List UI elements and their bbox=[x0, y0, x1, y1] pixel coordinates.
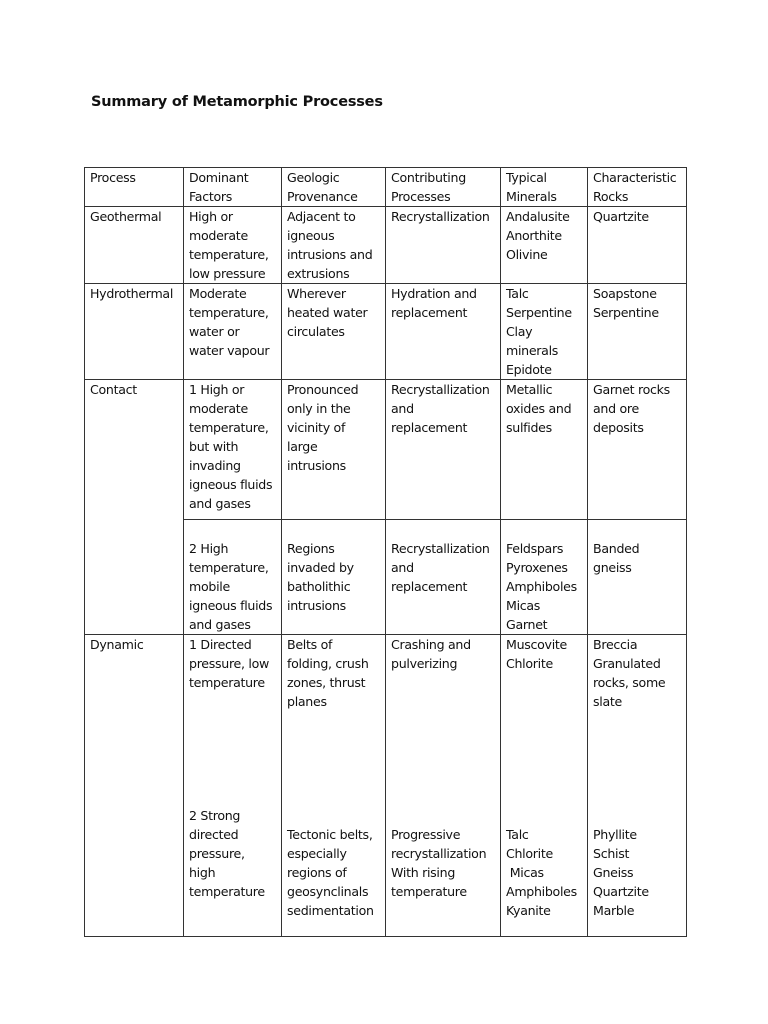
rocks-cell bbox=[588, 380, 687, 520]
cell-line: pulverizing bbox=[391, 656, 458, 671]
cell-line: Provenance bbox=[287, 189, 358, 204]
cell-line: Anorthite bbox=[506, 228, 562, 243]
provenance-cell bbox=[282, 520, 386, 635]
process-cell bbox=[85, 207, 184, 284]
cell-line: moderate bbox=[189, 228, 248, 243]
provenance-cell bbox=[282, 635, 386, 937]
cell-line: Andalusite bbox=[506, 209, 570, 224]
cell-line: Process bbox=[90, 170, 136, 185]
cell-line: Pronounced bbox=[287, 382, 359, 397]
contributing-cell bbox=[386, 284, 501, 380]
cell-line: Geologic bbox=[287, 170, 340, 185]
cell-line: Micas bbox=[506, 865, 544, 880]
table-row bbox=[85, 284, 687, 380]
factors-cell bbox=[184, 380, 282, 520]
header-cell bbox=[184, 168, 282, 207]
cell-line: Processes bbox=[391, 189, 451, 204]
cell-line: Moderate bbox=[189, 286, 247, 301]
cell-line: replacement bbox=[391, 420, 468, 435]
header-row bbox=[85, 168, 687, 207]
process-cell bbox=[85, 284, 184, 380]
table-row bbox=[85, 520, 687, 635]
contributing-cell bbox=[386, 380, 501, 520]
cell-line: Kyanite bbox=[506, 903, 551, 918]
cell-line: oxides and bbox=[506, 401, 572, 416]
cell-line: Breccia bbox=[593, 637, 638, 652]
cell-line: Minerals bbox=[506, 189, 557, 204]
cell-line: Phyllite bbox=[593, 827, 637, 842]
cell-line: intrusions and bbox=[287, 247, 373, 262]
process-cell bbox=[85, 520, 184, 635]
cell-line: Quartzite bbox=[593, 209, 649, 224]
cell-line: slate bbox=[593, 694, 622, 709]
cell-line: water vapour bbox=[189, 343, 270, 358]
header-cell bbox=[501, 168, 588, 207]
table-row bbox=[85, 207, 687, 284]
cell-line: water or bbox=[189, 324, 240, 339]
provenance-cell bbox=[282, 207, 386, 284]
cell-line: temperature, bbox=[189, 420, 269, 435]
table-row bbox=[85, 635, 687, 937]
cell-line: Clay bbox=[506, 324, 533, 339]
cell-line: Talc bbox=[506, 827, 529, 842]
cell-line: invading bbox=[189, 458, 241, 473]
cell-line: Belts of bbox=[287, 637, 333, 652]
cell-line: Amphiboles bbox=[506, 579, 577, 594]
cell-line: high bbox=[189, 865, 216, 880]
cell-line: Geothermal bbox=[90, 209, 162, 224]
cell-line: pressure, bbox=[189, 846, 245, 861]
process-cell bbox=[85, 635, 184, 937]
cell-line: especially bbox=[287, 846, 347, 861]
cell-line: temperature bbox=[391, 884, 467, 899]
cell-line: Feldspars bbox=[506, 541, 564, 556]
cell-line: Granulated bbox=[593, 656, 661, 671]
cell-line: Epidote bbox=[506, 362, 552, 377]
cell-line: Tectonic belts, bbox=[287, 827, 373, 842]
cell-line: Amphiboles bbox=[506, 884, 577, 899]
factors-cell bbox=[184, 207, 282, 284]
cell-line: and gases bbox=[189, 617, 251, 632]
cell-line: replacement bbox=[391, 305, 468, 320]
cell-line: temperature bbox=[189, 675, 265, 690]
cell-line: geosynclinals bbox=[287, 884, 369, 899]
cell-line: Dominant bbox=[189, 170, 249, 185]
cell-line: low pressure bbox=[189, 266, 266, 281]
contributing-cell bbox=[386, 520, 501, 635]
cell-line: deposits bbox=[593, 420, 644, 435]
cell-line: pressure, low bbox=[189, 656, 270, 671]
cell-line: intrusions bbox=[287, 458, 346, 473]
cell-line: Recrystallization bbox=[391, 209, 490, 224]
cell-line: gneiss bbox=[593, 560, 632, 575]
cell-line: Serpentine bbox=[593, 305, 659, 320]
cell-line: temperature, bbox=[189, 560, 269, 575]
cell-line: 1 High or bbox=[189, 382, 245, 397]
header-cell bbox=[588, 168, 687, 207]
cell-line: planes bbox=[287, 694, 327, 709]
cell-line: Crashing and bbox=[391, 637, 471, 652]
cell-line: Dynamic bbox=[90, 637, 144, 652]
cell-line: heated water bbox=[287, 305, 368, 320]
cell-line: zones, thrust bbox=[287, 675, 366, 690]
cell-line: Pyroxenes bbox=[506, 560, 568, 575]
cell-line: Chlorite bbox=[506, 846, 553, 861]
cell-line: Contributing bbox=[391, 170, 466, 185]
cell-line: Recrystallization bbox=[391, 382, 490, 397]
cell-line: Marble bbox=[593, 903, 635, 918]
cell-line: recrystallization bbox=[391, 846, 487, 861]
cell-line: and bbox=[391, 401, 414, 416]
minerals-cell bbox=[501, 284, 588, 380]
cell-line: With rising bbox=[391, 865, 456, 880]
cell-line: minerals bbox=[506, 343, 559, 358]
cell-line: only in the bbox=[287, 401, 351, 416]
cell-line: Micas bbox=[506, 598, 541, 613]
header-cell bbox=[282, 168, 386, 207]
page-title: Summary of Metamorphic Processes bbox=[91, 94, 383, 110]
factors-cell bbox=[184, 520, 282, 635]
cell-line: sulfides bbox=[506, 420, 552, 435]
cell-line: High or bbox=[189, 209, 233, 224]
contributing-cell bbox=[386, 635, 501, 937]
cell-line: intrusions bbox=[287, 598, 346, 613]
cell-line: Wherever bbox=[287, 286, 346, 301]
cell-line: Chlorite bbox=[506, 656, 553, 671]
cell-line: replacement bbox=[391, 579, 468, 594]
factors-cell bbox=[184, 284, 282, 380]
cell-line: moderate bbox=[189, 401, 248, 416]
cell-line: 2 High bbox=[189, 541, 229, 556]
cell-line: 2 Strong bbox=[189, 808, 241, 823]
cell-line: vicinity of bbox=[287, 420, 346, 435]
cell-line: invaded by bbox=[287, 560, 354, 575]
header-cell bbox=[85, 168, 184, 207]
cell-line: temperature, bbox=[189, 247, 269, 262]
cell-line: Adjacent to bbox=[287, 209, 356, 224]
cell-line: temperature bbox=[189, 884, 265, 899]
cell-line: Soapstone bbox=[593, 286, 657, 301]
cell-line: but with bbox=[189, 439, 239, 454]
cell-line: Olivine bbox=[506, 247, 548, 262]
cell-line: circulates bbox=[287, 324, 345, 339]
minerals-cell bbox=[501, 380, 588, 520]
contributing-cell bbox=[386, 207, 501, 284]
cell-line: Hydrothermal bbox=[90, 286, 174, 301]
cell-line: Gneiss bbox=[593, 865, 634, 880]
cell-line: sedimentation bbox=[287, 903, 374, 918]
cell-line: and gases bbox=[189, 496, 251, 511]
cell-line: Rocks bbox=[593, 189, 629, 204]
cell-line: Quartzite bbox=[593, 884, 649, 899]
minerals-cell bbox=[501, 635, 588, 937]
cell-line: batholithic bbox=[287, 579, 351, 594]
rocks-cell bbox=[588, 284, 687, 380]
process-cell bbox=[85, 380, 184, 520]
cell-line: Hydration and bbox=[391, 286, 477, 301]
cell-line: regions of bbox=[287, 865, 347, 880]
cell-line: Typical bbox=[506, 170, 547, 185]
cell-line: Metallic bbox=[506, 382, 553, 397]
cell-line: Serpentine bbox=[506, 305, 572, 320]
minerals-cell bbox=[501, 520, 588, 635]
cell-line: directed bbox=[189, 827, 239, 842]
cell-line: Contact bbox=[90, 382, 137, 397]
cell-line: Muscovite bbox=[506, 637, 567, 652]
rocks-cell bbox=[588, 635, 687, 937]
cell-line: extrusions bbox=[287, 266, 350, 281]
cell-line: Schist bbox=[593, 846, 630, 861]
cell-line: Recrystallization bbox=[391, 541, 490, 556]
rocks-cell bbox=[588, 520, 687, 635]
cell-line: and bbox=[391, 560, 414, 575]
provenance-cell bbox=[282, 380, 386, 520]
cell-line: igneous fluids bbox=[189, 477, 273, 492]
rocks-cell bbox=[588, 207, 687, 284]
factors-cell bbox=[184, 635, 282, 937]
cell-line: Regions bbox=[287, 541, 335, 556]
cell-line: igneous fluids bbox=[189, 598, 273, 613]
cell-line: Garnet bbox=[506, 617, 548, 632]
table-row bbox=[85, 380, 687, 520]
cell-line: Garnet rocks bbox=[593, 382, 670, 397]
header-cell bbox=[386, 168, 501, 207]
cell-line: temperature, bbox=[189, 305, 269, 320]
cell-line: Factors bbox=[189, 189, 233, 204]
cell-line: 1 Directed bbox=[189, 637, 252, 652]
cell-line: Talc bbox=[506, 286, 529, 301]
provenance-cell bbox=[282, 284, 386, 380]
cell-line: Banded bbox=[593, 541, 640, 556]
cell-line: mobile bbox=[189, 579, 230, 594]
cell-line: Characteristic bbox=[593, 170, 677, 185]
cell-line: Progressive bbox=[391, 827, 461, 842]
cell-line: large bbox=[287, 439, 318, 454]
cell-line: igneous bbox=[287, 228, 335, 243]
cell-line: and ore bbox=[593, 401, 639, 416]
cell-line: rocks, some bbox=[593, 675, 666, 690]
minerals-cell bbox=[501, 207, 588, 284]
cell-line: folding, crush bbox=[287, 656, 369, 671]
metamorphic-table bbox=[84, 167, 687, 937]
